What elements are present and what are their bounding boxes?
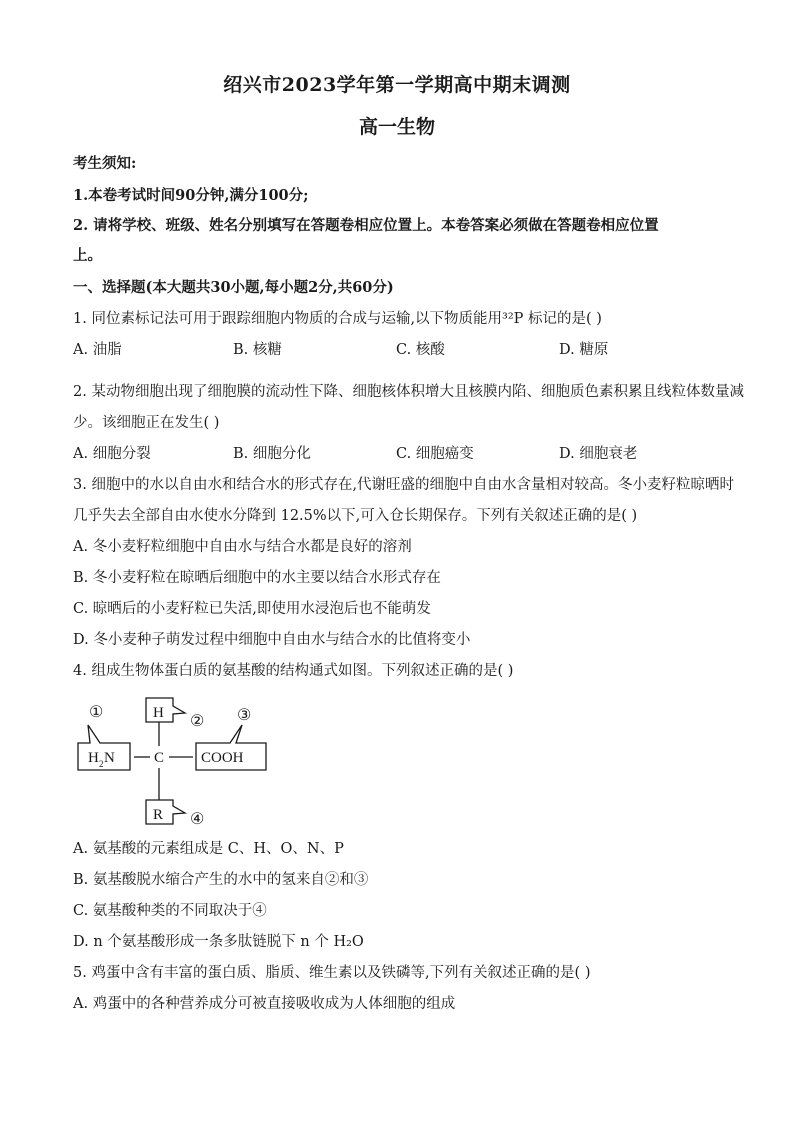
amino-acid-diagram-svg: [70, 696, 290, 828]
question-3-option-a: A. 冬小麦籽粒细胞中自由水与结合水都是良好的溶剂: [73, 539, 412, 555]
question-4-option-c: C. 氨基酸种类的不同取决于④: [73, 903, 267, 919]
question-2-stem-line-2: 少。该细胞正在发生( ): [73, 415, 220, 431]
carboxyl-label: COOH: [201, 750, 244, 766]
question-1-option-a: A. 油脂: [73, 342, 122, 358]
marker-2: ②: [190, 713, 205, 730]
notice-heading: 考生须知:: [73, 155, 137, 172]
question-2-stem-line-1: 2. 某动物细胞出现了细胞膜的流动性下降、细胞核体积增大且核膜内陷、细胞质色素积累且线粒体数量减: [73, 384, 744, 400]
question-1-stem: 1. 同位素标记法可用于跟踪细胞内物质的合成与运输,以下物质能用³²P 标记的是( ): [73, 311, 602, 327]
question-2-option-a: A. 细胞分裂: [73, 446, 151, 462]
question-1-option-d: D. 糖原: [559, 342, 609, 358]
exam-title: 绍兴市2023学年第一学期高中期末调测: [223, 74, 571, 96]
top-hydrogen-label: H: [153, 705, 164, 721]
question-2-option-c: C. 细胞癌变: [396, 446, 474, 462]
question-3-stem-line-2: 几乎失去全部自由水使水分降到 12.5%以下,可入仓长期保存。下列有关叙述正确的是( ): [73, 508, 638, 524]
question-1-option-b: B. 核糖: [233, 342, 282, 358]
marker-3: ③: [237, 707, 252, 724]
notice-item-2-line-2: 上。: [73, 247, 102, 264]
notice-item-1: 1.本卷考试时间90分钟,满分100分;: [73, 187, 309, 204]
question-3-stem-line-1: 3. 细胞中的水以自由水和结合水的形式存在,代谢旺盛的细胞中自由水含量相对较高。冬小麦籽粒晾晒时: [73, 477, 735, 493]
r-group-label: R: [153, 807, 164, 823]
question-2-option-b: B. 细胞分化: [233, 446, 311, 462]
question-3-option-d: D. 冬小麦种子萌发过程中细胞中自由水与结合水的比值将变小: [73, 632, 471, 648]
question-2-options: [73, 442, 723, 462]
marker-1: ①: [89, 704, 104, 721]
amino-acid-structure-diagram: [70, 696, 290, 828]
question-5-option-a: A. 鸡蛋中的各种营养成分可被直接吸收成为人体细胞的组成: [73, 996, 456, 1012]
question-4-option-a: A. 氨基酸的元素组成是 C、H、O、N、P: [73, 841, 344, 857]
marker-4: ④: [190, 811, 205, 828]
question-4-option-d: D. n 个氨基酸形成一条多肽链脱下 n 个 H₂O: [73, 934, 364, 950]
exam-subject: 高一生物: [358, 116, 435, 138]
r-group-box: [146, 800, 185, 824]
amino-n-label: N: [104, 750, 115, 766]
section-heading: 一、选择题(本大题共30小题,每小题2分,共60分): [73, 279, 394, 296]
question-5-stem: 5. 鸡蛋中含有丰富的蛋白质、脂质、维生素以及铁磷等,下列有关叙述正确的是( ): [73, 965, 591, 981]
question-3-option-b: B. 冬小麦籽粒在晾晒后细胞中的水主要以结合水形式存在: [73, 570, 441, 586]
amino-h-label: H: [88, 750, 99, 766]
question-1-option-c: C. 核酸: [396, 342, 445, 358]
question-4-option-b: B. 氨基酸脱水缩合产生的水中的氢来自②和③: [73, 872, 369, 888]
question-3-option-c: C. 晾晒后的小麦籽粒已失活,即使用水浸泡后也不能萌发: [73, 601, 431, 617]
hydrogen-box: [146, 698, 185, 722]
central-carbon-label: C: [154, 750, 165, 766]
notice-item-2-line-1: 2. 请将学校、班级、姓名分别填写在答题卷相应位置上。本卷答案必须做在答题卷相应位置: [73, 217, 659, 234]
amino-subscript-label: 2: [99, 759, 104, 769]
question-1-options: [73, 338, 723, 358]
question-4-stem: 4. 组成生物体蛋白质的氨基酸的结构通式如图。下列叙述正确的是( ): [73, 663, 514, 679]
question-2-option-d: D. 细胞衰老: [559, 446, 638, 462]
